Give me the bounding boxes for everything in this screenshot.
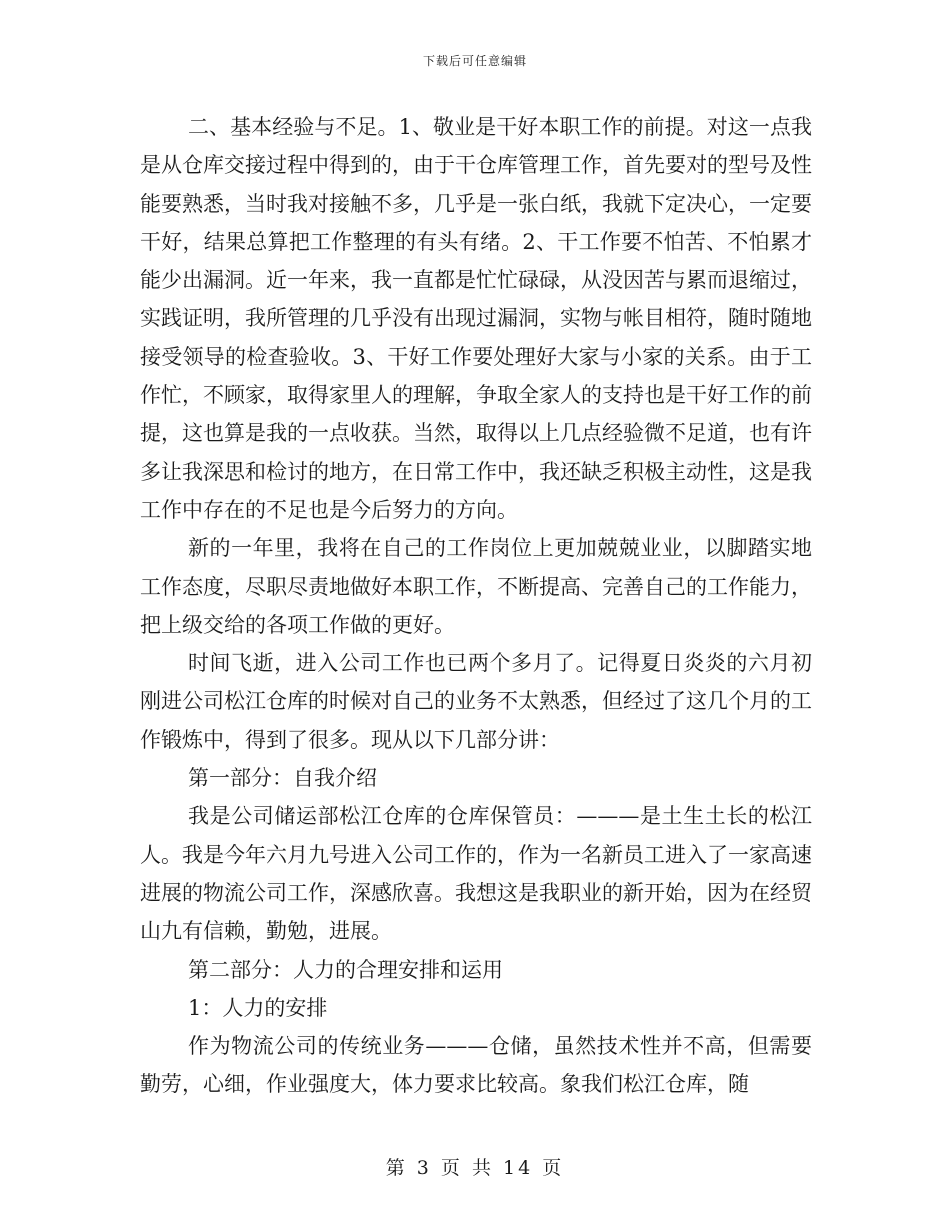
section-heading-part-two: 第二部分：人力的合理安排和运用 xyxy=(188,957,503,982)
page-header-note: 下载后可任意编辑 xyxy=(422,54,527,68)
paragraph-self-intro: 我是公司储运部松江仓库的仓库保管员：———是土生土长的松江人。我是今年六月九号进入公司工作的，作为一名新员工进入了一家高速进展的物流公司工作，深感欣喜。我想这是我职业的新开始，因为在经贸山九有信赖，勤勉，进展。 xyxy=(140,804,812,944)
paragraph-experience: 二、基本经验与不足。1、敬业是干好本职工作的前提。对这一点我是从仓库交接过程中得到的，由于干仓库管理工作，首先要对的型号及性能要熟悉，当时我对接触不多，几乎是一张白纸，我就下定决心，一定要干好，结果总算把工作整理的有头有绪。2、干工作要不怕苦、不怕累才能少出漏洞。近一年来，我一直都是忙忙碌碌，从没因苦与累而退缩过，实践证明，我所管理的几乎没有出现过漏洞，实物与帐目相符，随时随地接受领导的检查验收。3、干好工作要处理好大家与小家的关系。由于工作忙，不顾家，取得家里人的理解，争取全家人的支持也是干好工作的前提，这也算是我的一点收获。当然，取得以上几点经验微不足道，也有许多让我深思和检讨的地方，在日常工作中，我还缺乏积极主动性，这是我工作中存在的不足也是今后努力的方向。 xyxy=(140,115,812,522)
subheading-manpower: 1：人力的安排 xyxy=(188,995,328,1020)
section-heading-part-one: 第一部分：自我介绍 xyxy=(188,766,377,791)
paragraph-warehousing: 作为物流公司的传统业务———仓储，虽然技术性并不高，但需要勤劳，心细，作业强度大，体力要求比较高。象我们松江仓库，随 xyxy=(140,1034,812,1097)
document-body xyxy=(140,108,812,1104)
page-number-footer: 第 3 页 共 14 页 xyxy=(385,1157,565,1179)
paragraph-new-year: 新的一年里，我将在自己的工作岗位上更加兢兢业业，以脚踏实地工作态度，尽职尽责地做好本职工作，不断提高、完善自己的工作能力，把上级交给的各项工作做的更好。 xyxy=(140,536,812,637)
paragraph-time-flies: 时间飞逝，进入公司工作也已两个多月了。记得夏日炎炎的六月初刚进公司松江仓库的时候对自己的业务不太熟悉，但经过了这几个月的工作锻炼中，得到了很多。现从以下几部分讲： xyxy=(140,651,812,752)
